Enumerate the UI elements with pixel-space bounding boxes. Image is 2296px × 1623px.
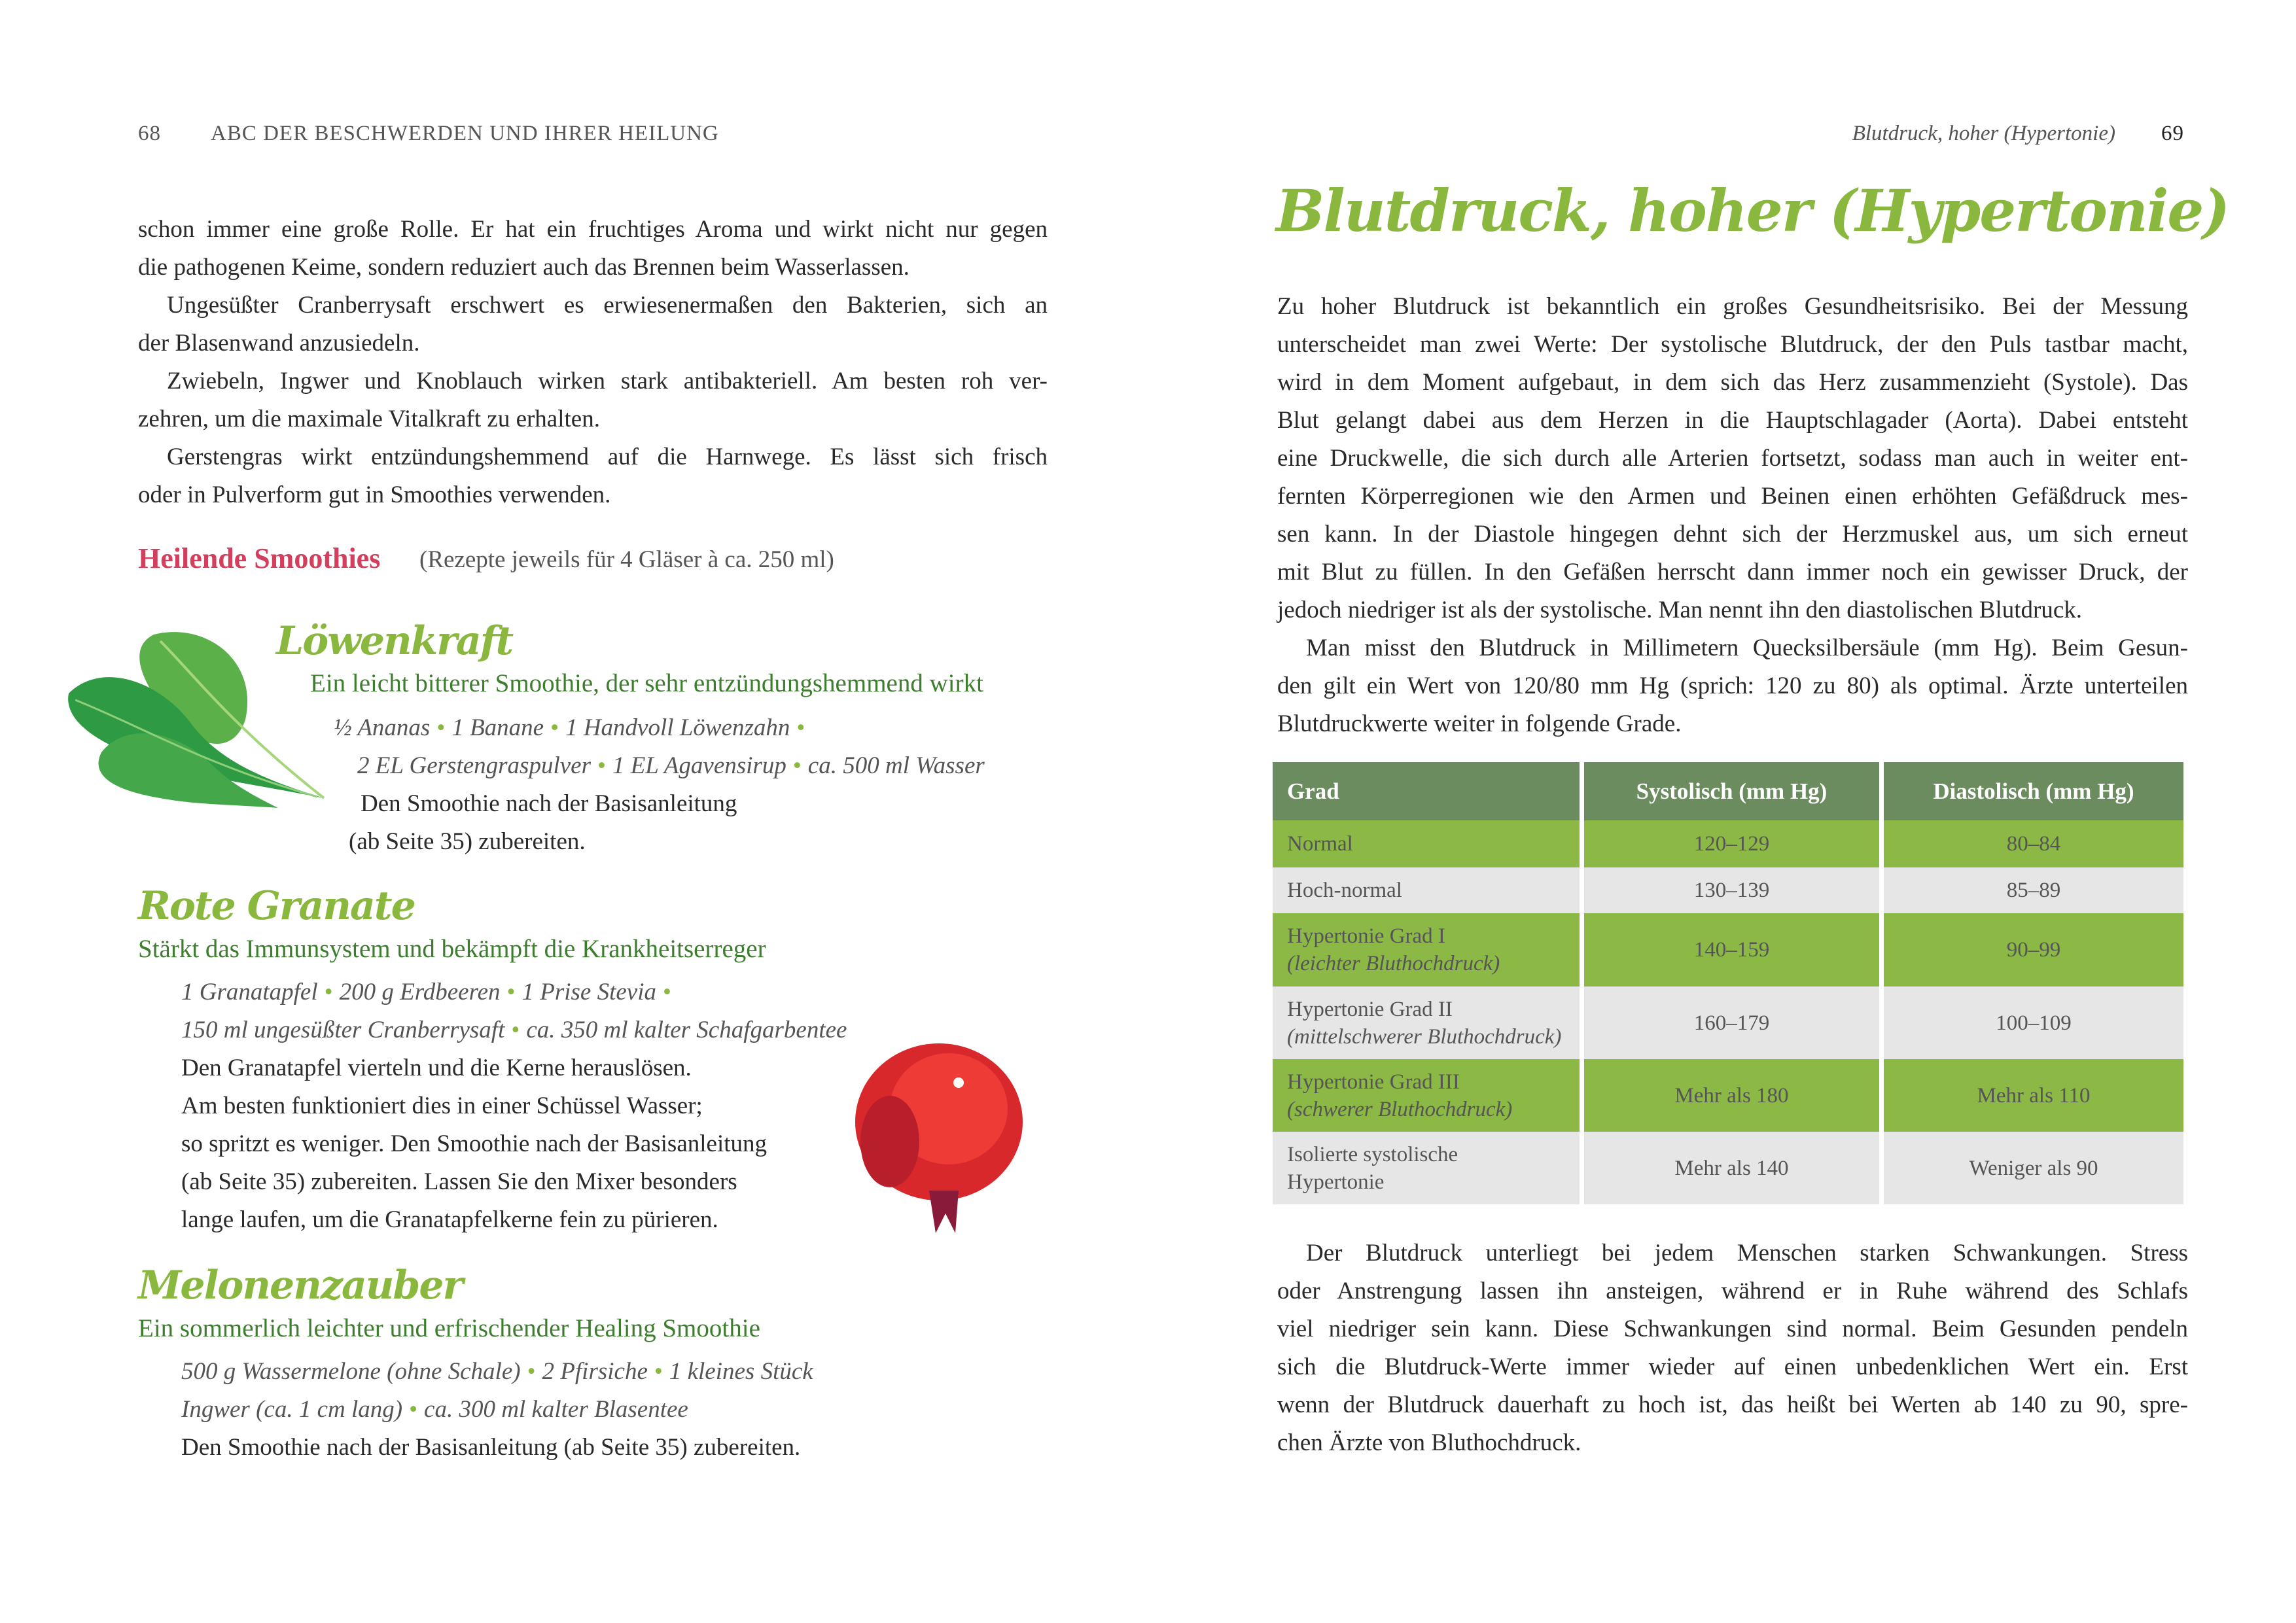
grade-note: (schwerer Bluthochdruck) [1287,1097,1513,1121]
cell-systolic: Mehr als 180 [1584,1059,1879,1132]
cell-grade [1273,1059,1580,1132]
recipe-subtitle: Ein leicht bitterer Smoothie, der sehr entzündungshemmend wirkt [310,669,983,697]
text-line: Den Smoothie nach der Basisanleitung (ab Seite 35) zubereiten. [181,1434,801,1461]
ingredient: 500 g Wassermelone (ohne Schale) [181,1358,521,1385]
ingredient-line [357,747,985,785]
text-line: Den Granatapfel vierteln und die Kerne herauslösen. [181,1055,692,1081]
text-line: wird in dem Moment aufgebaut, in dem sich das Herz zusammenzieht (Systole). Das [1277,369,2188,396]
cell-grade [1273,986,1580,1059]
running-head-right: Blutdruck, hoher (Hypertonie) [1852,122,2115,145]
bullet-icon: • [550,714,559,741]
table-row [1273,820,2193,867]
text-line: wenn der Blutdruck dauerhaft zu hoch ist, das heißt bei Werten ab 140 zu 90, spre- [1277,1391,2188,1418]
paragraph-1 [1277,288,2188,629]
bullet-icon: • [597,752,606,779]
grade-label: Hypertonie Grad II [1287,997,1453,1021]
cell-diastolic: Weniger als 90 [1884,1132,2183,1204]
bullet-icon: • [324,979,333,1005]
recipe-name: Melonenzauber [138,1263,463,1308]
grade-label: Hypertonie Grad I [1287,924,1445,948]
page-title: Blutdruck, hoher (Hypertonie) [1276,177,2229,245]
text-line: mit Blut zu füllen. In den Gefäßen herrscht dann immer noch ein gewisser Druck, der [1277,559,2188,585]
text-line: (ab Seite 35) zubereiten. Lassen Sie den Mixer besonders [181,1168,737,1195]
cell-diastolic: 100–109 [1884,986,2183,1059]
table-row [1273,986,2193,1059]
grade-label: Hoch-normal [1287,879,1402,902]
ingredient-line [181,1391,688,1429]
page-number-left: 68 [138,122,161,145]
bullet-icon: • [409,1396,418,1423]
recipe-instructions [181,1049,767,1239]
text-line: oder in Pulverform gut in Smoothies verwenden. [138,481,611,508]
recipe-name: Löwenkraft [276,618,513,664]
bullet-icon: • [527,1358,536,1385]
cell-systolic: 130–139 [1584,867,1879,913]
text-line: zehren, um die maximale Vitalkraft zu erhalten. [138,406,600,432]
cell-diastolic: 80–84 [1884,820,2183,867]
recipe-name: Rote Granate [138,883,415,929]
cell-systolic: 120–129 [1584,820,1879,867]
ingredient: 1 Handvoll Löwenzahn [565,714,790,741]
text-line: Der Blutdruck unterliegt bei jedem Menschen starken Schwankungen. Stress [1306,1240,2188,1266]
text-line: Den Smoothie nach der Basisanleitung [361,790,737,817]
text-line: fernten Körperregionen wie den Armen und Beinen einen erhöhten Gefäßdruck mes- [1277,483,2188,510]
cell-diastolic: 85–89 [1884,867,2183,913]
ingredient: 1 Granatapfel [181,979,318,1005]
recipe-subtitle: Stärkt das Immunsystem und bekämpft die Krankheitserreger [138,935,766,963]
cell-systolic: Mehr als 140 [1584,1132,1879,1204]
grade-label: Hypertonie Grad III [1287,1070,1460,1094]
text-line: oder Anstrengung lassen ihn ansteigen, während er in Ruhe während des Schlafs [1277,1278,2188,1304]
grade-note: (mittelschwerer Bluthochdruck) [1287,1024,1562,1049]
recipe-instructions [349,785,737,861]
text-line: Gerstengras wirkt entzündungshemmend auf die Harnwege. Es lässt sich frisch [167,444,1048,470]
paragraph-2 [1277,629,2188,743]
text-line: die pathogenen Keime, sondern reduziert auch das Brennen beim Wasserlassen. [138,254,910,281]
smoothies-heading: Heilende Smoothies [138,542,381,574]
text-line: Am besten funktioniert dies in einer Schüssel Wasser; [181,1092,703,1119]
ingredient: 2 Pfirsiche [542,1358,648,1385]
ingredient-line [181,1353,813,1391]
ingredient: 200 g Erdbeeren [339,979,501,1005]
header-grade: Grad [1273,762,1580,820]
text-line: eine Druckwelle, die sich durch alle Arterien fortsetzt, sodass man auch in weiter ent- [1277,445,2188,472]
recipe-instructions [181,1429,800,1467]
ingredient: 2 EL Gerstengraspulver [357,752,591,779]
grade-label: Isolierte systolische Hypertonie [1287,1142,1458,1194]
table-header-row [1273,762,2193,820]
text-line: chen Ärzte von Bluthochdruck. [1277,1429,1581,1456]
text-line: den gilt ein Wert von 120/80 mm Hg (sprich: 120 zu 80) als optimal. Ärzte unterteilen [1277,672,2188,699]
text-line: so spritzt es weniger. Den Smoothie nach der Basisanleitung [181,1130,768,1157]
ingredient: 1 EL Agavensirup [612,752,786,779]
text-line: der Blasenwand anzusiedeln. [138,330,420,357]
text-line: schon immer eine große Rolle. Er hat ein fruchtiges Aroma und wirkt nicht nur gegen [138,216,1048,243]
pomegranate-illustration [851,1037,1027,1240]
ingredient: ca. 350 ml kalter Schafgarbentee [526,1017,847,1043]
ingredient-line [181,973,678,1011]
table-row [1273,1059,2193,1132]
ingredient: 150 ml ungesüßter Cranberrysaft [181,1017,505,1043]
intro-text [138,211,1048,514]
ingredient: 1 Banane [451,714,544,741]
table-row [1273,913,2193,986]
cell-systolic: 140–159 [1584,913,1879,986]
bullet-icon: • [511,1017,520,1043]
text-line: lange laufen, um die Granatapfelkerne fein zu pürieren. [181,1206,718,1233]
paragraph-3 [1277,1234,2188,1462]
bullet-icon: • [654,1358,663,1385]
recipe-subtitle: Ein sommerlich leichter und erfrischender Healing Smoothie [138,1314,760,1342]
text-line: sen kann. In der Diastole hingegen dehnt sich der Herzmuskel aus, um sich erneut [1277,521,2188,548]
text-line: Zu hoher Blutdruck ist bekanntlich ein großes Gesundheitsrisiko. Bei der Messung [1277,293,2188,320]
cell-grade [1273,820,1580,867]
grade-label: Normal [1287,832,1353,856]
cell-grade [1273,867,1580,913]
text-line: sich die Blutdruck-Werte immer wieder auf einen unbedenklichen Wert ein. Erst [1277,1353,2188,1380]
blood-pressure-table [1273,762,2193,1204]
text-line: Ungesüßter Cranberrysaft erschwert es erwiesenermaßen den Bakterien, sich an [167,292,1048,319]
running-head-left: ABC DER BESCHWERDEN UND IHRER HEILUNG [211,122,719,145]
header-systolic: Systolisch (mm Hg) [1584,762,1879,820]
grade-note: (leichter Bluthochdruck) [1287,952,1500,975]
text-line: jedoch niedriger ist als der systolische. Man nennt ihn den diastolischen Blutdruck. [1277,597,2082,623]
text-line: Man misst den Blutdruck in Millimetern Quecksilbersäule (mm Hg). Beim Gesun- [1306,635,2188,661]
smoothies-note: (Rezepte jeweils für 4 Gläser à ca. 250 ml) [419,546,834,573]
text-line: unterscheidet man zwei Werte: Der systolische Blutdruck, der den Puls tastbar macht, [1277,331,2188,358]
cell-systolic: 160–179 [1584,986,1879,1059]
ingredient: 1 Prise Stevia [521,979,657,1005]
table-row [1273,1132,2193,1204]
cell-grade [1273,913,1580,986]
ingredient: 1 kleines Stück [669,1358,813,1385]
ingredient-line [181,1011,847,1049]
bullet-icon: • [663,979,671,1005]
bullet-icon: • [796,714,805,741]
table-row [1273,867,2193,913]
ingredient: ca. 500 ml Wasser [807,752,985,779]
bullet-icon: • [436,714,446,741]
text-line: Zwiebeln, Ingwer und Knoblauch wirken stark antibakteriell. Am besten roh ver- [167,368,1048,394]
cell-diastolic: 90–99 [1884,913,2183,986]
ingredient: ½ Ananas [334,714,431,741]
ingredient-line [334,709,811,747]
bullet-icon: • [506,979,516,1005]
ingredient: ca. 300 ml kalter Blasentee [424,1396,688,1423]
text-line: Blut gelangt dabei aus dem Herzen in die Hauptschlagader (Aorta). Dabei entsteht [1277,407,2188,434]
header-diastolic: Diastolisch (mm Hg) [1884,762,2183,820]
page-number-right: 69 [2161,122,2184,145]
text-line: (ab Seite 35) zubereiten. [349,828,586,855]
text-line: viel niedriger sein kann. Diese Schwankungen sind normal. Beim Gesunden pendeln [1277,1316,2188,1342]
cell-diastolic: Mehr als 110 [1884,1059,2183,1132]
cell-grade [1273,1132,1580,1204]
text-line: Blutdruckwerte weiter in folgende Grade. [1277,710,1682,737]
ingredient: Ingwer (ca. 1 cm lang) [181,1396,403,1423]
bullet-icon: • [792,752,802,779]
